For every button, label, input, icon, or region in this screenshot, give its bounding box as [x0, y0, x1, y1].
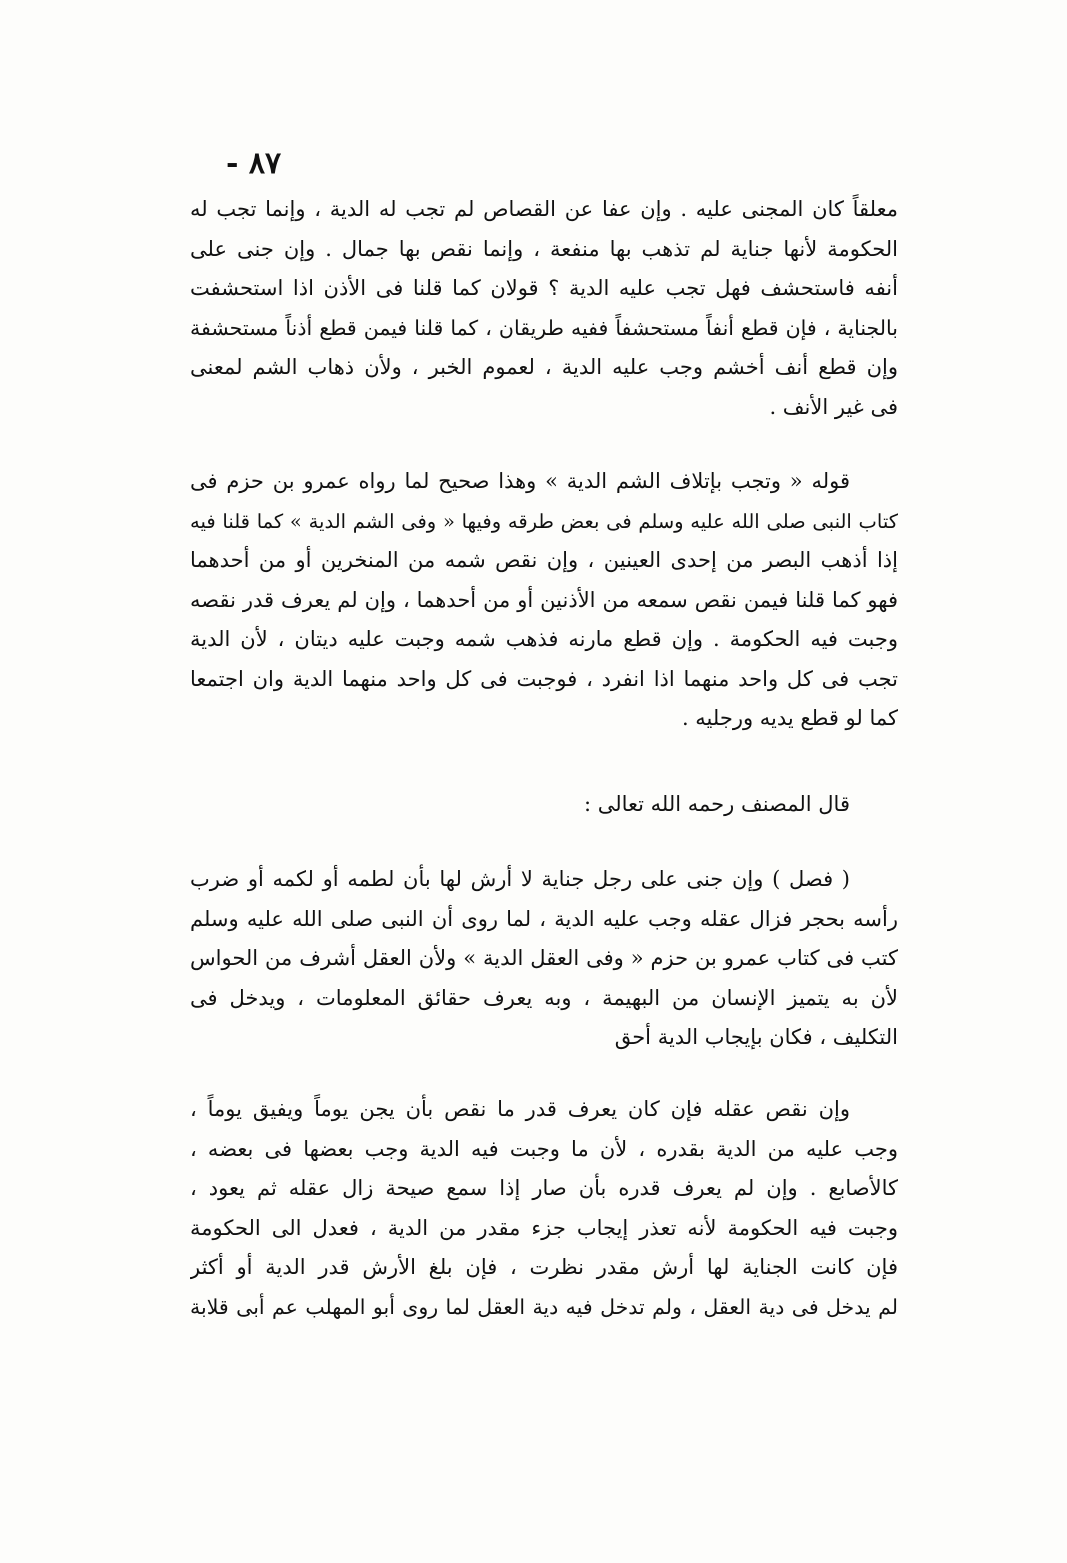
section-heading: قال المصنف رحمه الله تعالى : — [583, 792, 850, 816]
text-line: معلقاً كان المجنى عليه . وإن عفا عن القصاص لم تجب له الدية ، وإنما تجب له — [190, 197, 898, 221]
text-line: لأن به يتميز الإنسان من البهيمة ، وبه يعرف حقائق المعلومات ، ويدخل فى — [190, 985, 898, 1010]
page-number: ٨٧ - — [226, 146, 282, 181]
paragraph-2 — [190, 462, 898, 739]
text-line: لم يدخل فى دية العقل ، ولم تدخل فيه دية العقل لما روى أبو المهلب عم أبى قلابة — [190, 1294, 898, 1319]
text-line: كما لو قطع يديه ورجليه . — [681, 706, 898, 730]
text-line: بالجناية ، فإن قطع أنفاً مستحشفاً ففيه طريقان ، كما قلنا فيمن قطع أذناً مستحشفة — [190, 315, 898, 340]
text-line: الحكومة لأنها جناية لم تذهب بها منفعة ، وإنما نقص بها جمال . وإن جنى على — [190, 236, 898, 261]
text-line: كالأصابع . وإن لم يعرف قدره بأن صار إذا سمع صيحة زال عقله ثم يعود ، — [190, 1176, 898, 1200]
text-line: تجب فى كل واحد منهما اذا انفرد ، فوجبت فى كل واحد منهما الدية وان اجتمعا — [190, 666, 898, 691]
text-line: كتاب النبى صلى الله عليه وسلم فى بعض طرقه وفيها « وفى الشم الدية » كما قلنا فيه — [190, 509, 898, 533]
text-line: أنفه فاستحشف فهل تجب عليه الدية ؟ قولان كما قلنا فى الأذن اذا استحشفت — [190, 276, 898, 300]
text-line: وجب عليه من الدية بقدره ، لأن ما وجبت فيه الدية وجب بعضها فى بعضه ، — [190, 1136, 898, 1161]
text-line: فإن كانت الجناية لها أرش مقدر نظرت ، فإن بلغ الأرش قدر الدية أو أكثر — [190, 1255, 898, 1279]
text-line: فهو كما قلنا فيمن نقص سمعه من الأذنين أو من أحدهما ، وإن لم يعرف قدر نقصه — [190, 587, 898, 612]
text-line: وإن قطع أنف أخشم وجب عليه الدية ، لعموم الخبر ، ولأن ذهاب الشم لمعنى — [190, 355, 898, 379]
text-line: إذا أذهب البصر من إحدى العينين ، وإن نقص شمه من المنخرين أو من أحدهما — [190, 548, 898, 572]
text-line: ( فصل ) وإن جنى على رجل جناية لا أرش لها بأن لطمه أو لكمه أو ضرب — [190, 867, 850, 891]
text-line: قوله « وتجب بإتلاف الشم الدية » وهذا صحيح لما رواه عمرو بن حزم فى — [190, 469, 850, 493]
text-line: كتب فى كتاب عمرو بن حزم « وفى العقل الدية » ولأن العقل أشرف من الحواس — [190, 946, 898, 970]
paragraph-1 — [190, 190, 898, 427]
text-line: فى غير الأنف . — [769, 394, 898, 419]
text-line: وإن نقص عقله فإن كان يعرف قدر ما نقص بأن يجن يوماً ويفيق يوماً ، — [190, 1097, 850, 1121]
text-line: وجبت فيه الحكومة لأنه تعذر إيجاب جزء مقدر من الدية ، فعدل الى الحكومة — [190, 1215, 898, 1240]
text-line: التكليف ، فكان بإيجاب الدية أحق — [614, 1025, 898, 1049]
text-line: وجبت فيه الحكومة . وإن قطع مارنه فذهب شمه وجبت عليه ديتان ، لأن الدية — [190, 627, 898, 651]
text-line: رأسه بحجر فزال عقله وجب عليه الدية ، لما روى أن النبى صلى الله عليه وسلم — [190, 906, 898, 931]
paragraph-3 — [190, 860, 898, 1058]
paragraph-4 — [190, 1090, 898, 1327]
